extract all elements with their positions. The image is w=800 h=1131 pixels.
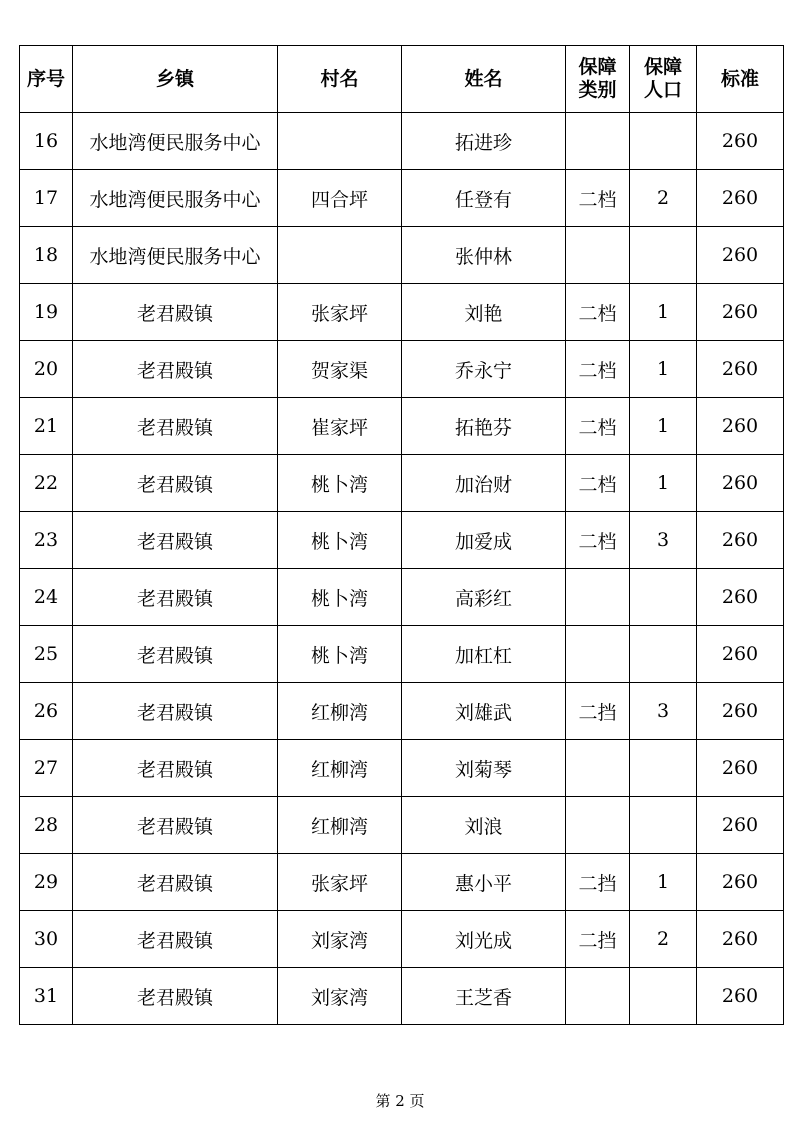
cell-standard: 260 bbox=[697, 854, 784, 911]
cell-persons: 2 bbox=[630, 911, 697, 968]
cell-persons bbox=[630, 227, 697, 284]
cell-seq: 23 bbox=[20, 512, 73, 569]
cell-category: 二档 bbox=[566, 398, 630, 455]
cell-persons: 1 bbox=[630, 854, 697, 911]
cell-name: 刘浪 bbox=[402, 797, 566, 854]
table-row bbox=[20, 398, 784, 455]
cell-name: 刘艳 bbox=[402, 284, 566, 341]
cell-standard: 260 bbox=[697, 512, 784, 569]
table-row bbox=[20, 284, 784, 341]
cell-village: 桃卜湾 bbox=[278, 626, 402, 683]
cell-seq: 24 bbox=[20, 569, 73, 626]
cell-name: 刘光成 bbox=[402, 911, 566, 968]
header-name: 姓名 bbox=[402, 46, 566, 113]
cell-category bbox=[566, 968, 630, 1025]
cell-town: 老君殿镇 bbox=[73, 740, 278, 797]
table-row bbox=[20, 854, 784, 911]
header-seq: 序号 bbox=[20, 46, 73, 113]
cell-standard: 260 bbox=[697, 968, 784, 1025]
cell-village bbox=[278, 227, 402, 284]
cell-persons: 1 bbox=[630, 455, 697, 512]
header-row bbox=[20, 46, 784, 113]
cell-name: 加爱成 bbox=[402, 512, 566, 569]
cell-category bbox=[566, 740, 630, 797]
header-persons-line1: 保障 bbox=[643, 56, 682, 78]
cell-town: 老君殿镇 bbox=[73, 455, 278, 512]
cell-town: 老君殿镇 bbox=[73, 797, 278, 854]
cell-category bbox=[566, 113, 630, 170]
cell-persons bbox=[630, 740, 697, 797]
cell-name: 加杠杠 bbox=[402, 626, 566, 683]
cell-village: 桃卜湾 bbox=[278, 455, 402, 512]
cell-town: 老君殿镇 bbox=[73, 683, 278, 740]
table-row bbox=[20, 512, 784, 569]
cell-village: 桃卜湾 bbox=[278, 569, 402, 626]
cell-standard: 260 bbox=[697, 170, 784, 227]
cell-village: 红柳湾 bbox=[278, 740, 402, 797]
cell-seq: 19 bbox=[20, 284, 73, 341]
cell-town: 老君殿镇 bbox=[73, 968, 278, 1025]
cell-category: 二挡 bbox=[566, 911, 630, 968]
cell-town: 老君殿镇 bbox=[73, 512, 278, 569]
header-category-line2: 类别 bbox=[578, 79, 617, 101]
cell-standard: 260 bbox=[697, 284, 784, 341]
cell-standard: 260 bbox=[697, 341, 784, 398]
cell-category: 二挡 bbox=[566, 683, 630, 740]
cell-town: 水地湾便民服务中心 bbox=[73, 227, 278, 284]
cell-standard: 260 bbox=[697, 398, 784, 455]
cell-standard: 260 bbox=[697, 626, 784, 683]
cell-category bbox=[566, 626, 630, 683]
cell-name: 张仲林 bbox=[402, 227, 566, 284]
header-category-line1: 保障 bbox=[578, 56, 617, 78]
cell-name: 王芝香 bbox=[402, 968, 566, 1025]
cell-standard: 260 bbox=[697, 113, 784, 170]
cell-seq: 16 bbox=[20, 113, 73, 170]
cell-category bbox=[566, 569, 630, 626]
cell-standard: 260 bbox=[697, 227, 784, 284]
cell-standard: 260 bbox=[697, 569, 784, 626]
roster-body bbox=[20, 113, 784, 1025]
cell-category: 二档 bbox=[566, 455, 630, 512]
table-row bbox=[20, 626, 784, 683]
cell-persons bbox=[630, 626, 697, 683]
cell-persons bbox=[630, 968, 697, 1025]
table-row bbox=[20, 170, 784, 227]
cell-persons: 2 bbox=[630, 170, 697, 227]
cell-persons: 3 bbox=[630, 512, 697, 569]
cell-seq: 20 bbox=[20, 341, 73, 398]
table-row bbox=[20, 455, 784, 512]
cell-town: 老君殿镇 bbox=[73, 341, 278, 398]
cell-seq: 25 bbox=[20, 626, 73, 683]
cell-seq: 30 bbox=[20, 911, 73, 968]
table-row bbox=[20, 911, 784, 968]
cell-town: 水地湾便民服务中心 bbox=[73, 170, 278, 227]
cell-category: 二档 bbox=[566, 341, 630, 398]
cell-seq: 22 bbox=[20, 455, 73, 512]
cell-seq: 26 bbox=[20, 683, 73, 740]
cell-standard: 260 bbox=[697, 455, 784, 512]
cell-standard: 260 bbox=[697, 683, 784, 740]
cell-town: 老君殿镇 bbox=[73, 284, 278, 341]
cell-town: 老君殿镇 bbox=[73, 854, 278, 911]
cell-seq: 28 bbox=[20, 797, 73, 854]
cell-town: 老君殿镇 bbox=[73, 911, 278, 968]
cell-name: 拓进珍 bbox=[402, 113, 566, 170]
cell-seq: 27 bbox=[20, 740, 73, 797]
header-town: 乡镇 bbox=[73, 46, 278, 113]
cell-name: 任登有 bbox=[402, 170, 566, 227]
table-row bbox=[20, 569, 784, 626]
cell-persons bbox=[630, 797, 697, 854]
cell-name: 刘雄武 bbox=[402, 683, 566, 740]
table-row bbox=[20, 113, 784, 170]
cell-village: 四合坪 bbox=[278, 170, 402, 227]
cell-village: 红柳湾 bbox=[278, 683, 402, 740]
cell-seq: 29 bbox=[20, 854, 73, 911]
cell-name: 高彩红 bbox=[402, 569, 566, 626]
cell-town: 老君殿镇 bbox=[73, 626, 278, 683]
table-row bbox=[20, 227, 784, 284]
cell-seq: 17 bbox=[20, 170, 73, 227]
table-row bbox=[20, 797, 784, 854]
cell-persons: 1 bbox=[630, 398, 697, 455]
cell-village: 崔家坪 bbox=[278, 398, 402, 455]
cell-standard: 260 bbox=[697, 740, 784, 797]
cell-name: 加治财 bbox=[402, 455, 566, 512]
cell-persons bbox=[630, 113, 697, 170]
cell-category bbox=[566, 797, 630, 854]
cell-persons: 3 bbox=[630, 683, 697, 740]
table-row bbox=[20, 740, 784, 797]
cell-town: 水地湾便民服务中心 bbox=[73, 113, 278, 170]
table-row bbox=[20, 683, 784, 740]
cell-town: 老君殿镇 bbox=[73, 398, 278, 455]
cell-name: 乔永宁 bbox=[402, 341, 566, 398]
cell-seq: 31 bbox=[20, 968, 73, 1025]
cell-name: 惠小平 bbox=[402, 854, 566, 911]
header-village: 村名 bbox=[278, 46, 402, 113]
roster-table bbox=[19, 45, 784, 1025]
cell-name: 刘菊琴 bbox=[402, 740, 566, 797]
cell-name: 拓艳芬 bbox=[402, 398, 566, 455]
table-row bbox=[20, 968, 784, 1025]
cell-village: 张家坪 bbox=[278, 284, 402, 341]
cell-standard: 260 bbox=[697, 911, 784, 968]
cell-category: 二档 bbox=[566, 170, 630, 227]
cell-village bbox=[278, 113, 402, 170]
cell-village: 张家坪 bbox=[278, 854, 402, 911]
cell-persons: 1 bbox=[630, 284, 697, 341]
table-row bbox=[20, 341, 784, 398]
cell-category: 二档 bbox=[566, 284, 630, 341]
cell-village: 刘家湾 bbox=[278, 968, 402, 1025]
header-standard: 标准 bbox=[697, 46, 784, 113]
cell-village: 桃卜湾 bbox=[278, 512, 402, 569]
cell-persons: 1 bbox=[630, 341, 697, 398]
cell-category bbox=[566, 227, 630, 284]
cell-category: 二挡 bbox=[566, 854, 630, 911]
cell-standard: 260 bbox=[697, 797, 784, 854]
header-persons bbox=[630, 46, 697, 113]
cell-village: 红柳湾 bbox=[278, 797, 402, 854]
cell-village: 贺家渠 bbox=[278, 341, 402, 398]
cell-village: 刘家湾 bbox=[278, 911, 402, 968]
header-category bbox=[566, 46, 630, 113]
header-persons-line2: 人口 bbox=[643, 79, 682, 101]
cell-town: 老君殿镇 bbox=[73, 569, 278, 626]
cell-persons bbox=[630, 569, 697, 626]
cell-category: 二档 bbox=[566, 512, 630, 569]
page-number: 第 2 页 bbox=[375, 1092, 425, 1110]
cell-seq: 21 bbox=[20, 398, 73, 455]
cell-seq: 18 bbox=[20, 227, 73, 284]
